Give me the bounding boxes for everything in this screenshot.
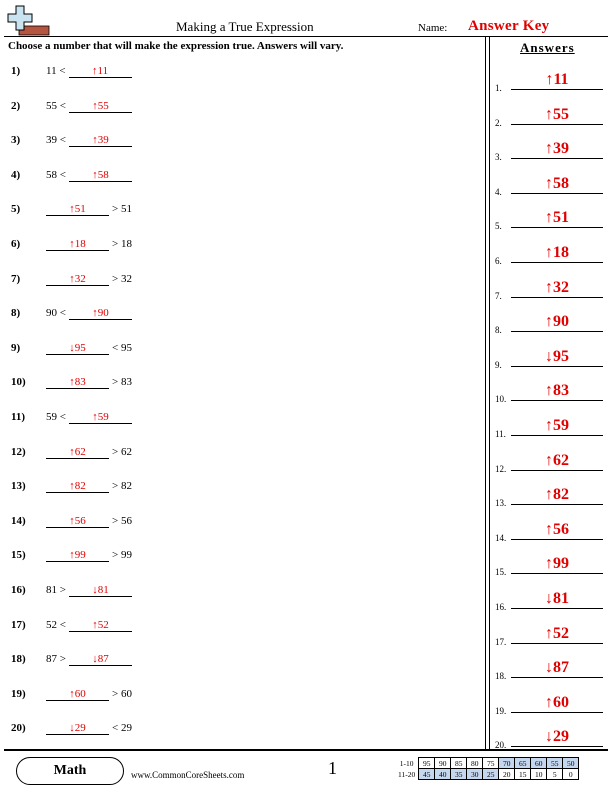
answer-number: 11. (495, 429, 506, 439)
column-divider (485, 36, 490, 749)
answer-row (495, 730, 605, 750)
page-title: Making a True Expression (176, 19, 314, 34)
answer-blank[interactable]: ↓29 (46, 722, 109, 735)
answer-row (495, 73, 605, 93)
problem-expression (46, 480, 132, 493)
problem-expression (46, 203, 132, 216)
problem-number: 12) (11, 445, 26, 458)
answer-blank[interactable]: ↑32 (46, 273, 109, 286)
expression-left: 81 > (46, 584, 66, 596)
expression-right: > 32 (112, 272, 132, 285)
answer-blank[interactable]: ↑11 (69, 65, 132, 78)
problem-expression (46, 100, 135, 113)
answer-number: 19. (495, 705, 507, 716)
answer-value: ↑56 (511, 521, 603, 540)
expression-left: 11 < (46, 65, 66, 77)
answer-value: ↑58 (511, 175, 603, 194)
answer-value: ↓81 (511, 590, 603, 609)
expression-right: > 62 (112, 445, 132, 458)
expression-left: 59 < (46, 411, 66, 423)
score-cell: 10 (531, 769, 547, 780)
answer-number: 2. (495, 117, 502, 128)
answer-value: ↑18 (511, 244, 603, 263)
score-cell: 40 (435, 769, 451, 780)
problem-expression (46, 688, 132, 701)
score-cell: 60 (531, 758, 547, 769)
score-cell: 70 (499, 758, 515, 769)
answer-blank[interactable]: ↑52 (69, 619, 132, 632)
answer-number: 20. (495, 740, 507, 751)
website-link[interactable]: www.CommonCoreSheets.com (131, 770, 245, 780)
problem-number: 17) (11, 618, 26, 631)
answer-value: ↓95 (511, 348, 603, 367)
answer-blank[interactable]: ↑55 (69, 100, 132, 113)
expression-right: > 18 (112, 238, 132, 250)
answer-number: 15. (495, 567, 507, 578)
answer-blank[interactable]: ↑39 (69, 134, 132, 147)
score-cell: 45 (419, 769, 435, 780)
answer-number: 9. (495, 359, 502, 370)
answer-blank[interactable]: ↓87 (69, 653, 132, 666)
answer-blank[interactable]: ↓95 (46, 342, 109, 355)
answer-number: 14. (495, 532, 507, 543)
answer-blank[interactable]: ↑82 (46, 480, 109, 493)
answer-row (495, 661, 605, 681)
answer-row (495, 624, 605, 647)
answer-blank[interactable]: ↑58 (69, 169, 132, 182)
answer-number: 17. (495, 636, 507, 647)
problem-expression (46, 722, 132, 735)
score-cell: 30 (467, 769, 483, 780)
answer-row (495, 142, 605, 162)
score-cell: 80 (467, 758, 483, 769)
answer-value: ↓87 (511, 659, 603, 678)
problem-expression (46, 619, 135, 632)
subject-badge: Math (16, 757, 124, 785)
score-cell: 90 (435, 758, 451, 769)
answer-value: ↑32 (511, 279, 603, 298)
score-cell: 20 (499, 769, 515, 780)
problem-expression (46, 169, 135, 182)
score-cell: 75 (483, 758, 499, 769)
answer-value: ↑52 (511, 625, 603, 644)
problem-number: 18) (11, 653, 26, 666)
answer-number: 18. (495, 671, 507, 682)
score-cell: 65 (515, 758, 531, 769)
answer-row (495, 488, 605, 508)
score-cell: 35 (451, 769, 467, 780)
score-cell: 15 (515, 769, 531, 780)
score-cell: 95 (419, 758, 435, 769)
expression-right: > 60 (112, 687, 132, 700)
answer-value: ↑62 (511, 452, 603, 471)
problem-number: 7) (11, 272, 21, 285)
answer-value: ↑90 (511, 313, 603, 332)
answer-row (495, 105, 605, 128)
answer-number: 5. (495, 221, 502, 232)
problem-expression (46, 515, 132, 528)
problem-number: 5) (11, 203, 21, 216)
score-cell: 50 (563, 758, 579, 769)
answer-row (495, 419, 605, 439)
problem-number: 9) (11, 341, 21, 354)
expression-right: > 56 (112, 514, 132, 527)
expression-right: < 29 (112, 722, 132, 735)
answer-blank[interactable]: ↑18 (46, 238, 109, 251)
answer-blank[interactable]: ↑51 (46, 203, 109, 216)
score-cell: 25 (483, 769, 499, 780)
problem-expression (46, 376, 132, 389)
problem-number: 15) (11, 549, 26, 562)
expression-left: 52 < (46, 618, 66, 631)
answer-number: 6. (495, 256, 502, 266)
score-cell: 0 (563, 769, 579, 780)
answer-row (495, 174, 605, 197)
problem-expression (46, 584, 135, 597)
score-row-label: 1-10 (399, 758, 414, 768)
answer-value: ↑51 (511, 209, 603, 228)
problem-expression (46, 549, 132, 562)
answer-number: 10. (495, 394, 507, 405)
problem-expression (46, 307, 135, 320)
answer-value: ↑60 (511, 694, 603, 713)
score-cell: 85 (451, 758, 467, 769)
problem-expression (46, 273, 132, 286)
problem-expression (46, 238, 132, 251)
problem-number: 3) (11, 134, 21, 147)
score-row (396, 769, 579, 780)
answers-title: Answers (520, 40, 575, 55)
answer-value: ↑82 (511, 486, 603, 505)
answer-blank[interactable]: ↑99 (46, 549, 109, 562)
answer-value: ↑99 (511, 555, 603, 574)
problem-number: 6) (11, 238, 21, 250)
answer-number: 7. (495, 290, 502, 301)
answer-number: 12. (495, 463, 507, 474)
answer-value: ↓29 (511, 728, 603, 747)
answer-number: 8. (495, 325, 502, 336)
problem-number: 8) (11, 307, 21, 320)
answer-value: ↑59 (511, 417, 603, 436)
problem-number: 14) (11, 514, 26, 527)
answer-blank[interactable]: ↓81 (69, 584, 132, 597)
answer-row (495, 315, 605, 335)
score-cell: 55 (547, 758, 563, 769)
expression-left: 58 < (46, 168, 66, 181)
answer-row (495, 384, 605, 404)
answer-blank[interactable]: ↑90 (69, 307, 132, 320)
problem-expression (46, 65, 135, 78)
problem-expression (46, 134, 135, 147)
problem-number: 2) (11, 99, 21, 112)
expression-right: < 95 (112, 341, 132, 354)
footer-rule (4, 749, 608, 751)
problem-number: 1) (11, 65, 21, 77)
answer-value: ↑39 (511, 140, 603, 159)
answer-row (495, 246, 605, 266)
score-table (396, 757, 579, 780)
problem-number: 11) (11, 411, 26, 423)
problem-number: 4) (11, 168, 21, 181)
expression-left: 39 < (46, 134, 66, 147)
problem-expression (46, 411, 135, 424)
expression-right: > 99 (112, 549, 132, 562)
answer-blank[interactable]: ↑62 (46, 446, 109, 459)
score-cell: 5 (547, 769, 563, 780)
problem-expression (46, 342, 132, 355)
answer-blank[interactable]: ↑60 (46, 688, 109, 701)
problem-number: 16) (11, 584, 26, 596)
answer-number: 16. (495, 602, 507, 612)
expression-right: > 82 (112, 480, 132, 493)
answer-row (495, 211, 605, 231)
answer-value: ↑11 (511, 71, 603, 90)
answer-value: ↑55 (511, 106, 603, 125)
answer-blank[interactable]: ↑59 (69, 411, 132, 424)
expression-left: 90 < (46, 307, 66, 320)
answer-row (495, 592, 605, 612)
instructions: Choose a number that will make the expression true. Answers will vary. (8, 40, 344, 52)
problem-expression (46, 653, 135, 666)
answer-blank[interactable]: ↑56 (46, 515, 109, 528)
answer-number: 3. (495, 152, 502, 163)
name-value: Answer Key (468, 18, 550, 34)
answer-row (495, 278, 605, 301)
answer-value: ↑83 (511, 382, 603, 401)
name-label: Name: (418, 22, 448, 34)
score-row (396, 758, 579, 769)
answer-row (495, 693, 605, 716)
answer-row (495, 557, 605, 577)
problem-expression (46, 446, 132, 459)
score-row-label: 11-20 (398, 769, 416, 779)
page-number: 1 (328, 758, 337, 778)
expression-right: > 83 (112, 376, 132, 389)
answer-number: 13. (495, 498, 507, 509)
answer-blank[interactable]: ↑83 (46, 376, 109, 389)
problem-number: 13) (11, 480, 26, 493)
expression-left: 55 < (46, 99, 66, 112)
answer-row (495, 347, 605, 370)
header-rule (4, 36, 608, 37)
expression-left: 87 > (46, 653, 66, 666)
answer-row (495, 451, 605, 474)
problem-number: 19) (11, 687, 26, 700)
problem-number: 10) (11, 376, 26, 389)
problem-number: 20) (11, 722, 26, 735)
answer-number: 4. (495, 186, 502, 197)
plus-logo-icon (5, 4, 55, 36)
answer-row (495, 520, 605, 543)
answer-number: 1. (495, 83, 502, 93)
expression-right: > 51 (112, 203, 132, 216)
